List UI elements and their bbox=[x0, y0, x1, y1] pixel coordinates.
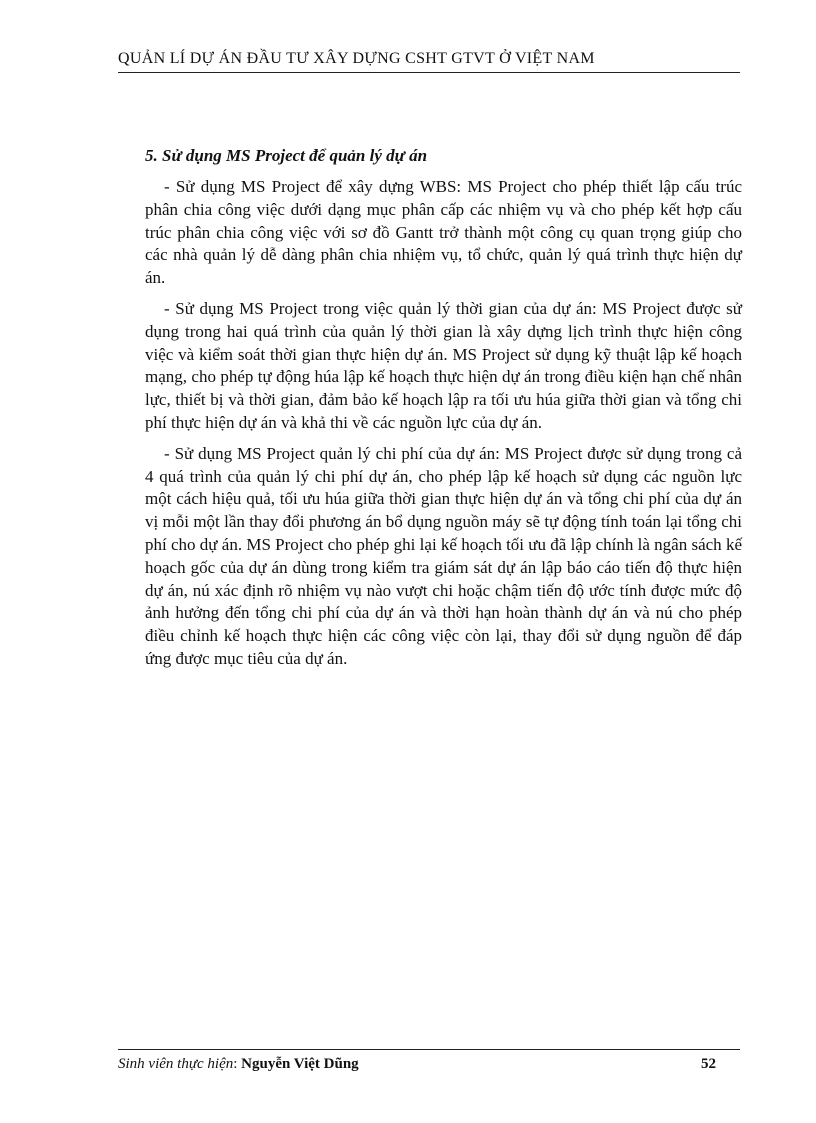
section-heading: 5. Sử dụng MS Project để quản lý dự án bbox=[145, 146, 428, 165]
paragraph-cost-management: - Sử dụng MS Project quản lý chi phí của dự án: MS Project được sử dụng trong cả 4 quá trình của quản lý chi phí dự án, cho phép lập kế hoạch sử dụng các nguồn lực một cách hiệu quả, tối ưu húa giữa thời gian thực hiện dự án và tổng chi phí của dự án vị mỗi một lần thay đổi phương án bổ dụng nguồn máy sẽ tự động tính toán lại tổng chi phí cho dự án. MS Project cho phép ghi lại kế hoạch tối ưu đã lập chính là ngân sách kế hoạch gốc của dự án dùng trong kiểm tra giám sát dự án lập báo cáo tiến độ thực hiện dự án, nú xác định rõ nhiệm vụ nào vượt chi hoặc chậm tiến độ ước tính được mức độ ảnh hưởng đến tổng chi phí của dự án và thời hạn hoàn thành dự án và nú cho phép điều chỉnh kế hoạch thực hiện các công việc còn lại, thay đổi sử dụng nguồn để đáp ứng được mục tiêu của dự án. bbox=[145, 443, 742, 668]
footer-separator: : bbox=[233, 1056, 242, 1072]
section-body bbox=[145, 176, 742, 679]
footer-label: Sinh viên thực hiện bbox=[118, 1056, 234, 1072]
paragraph-wbs: - Sử dụng MS Project để xây dựng WBS: MS Project cho phép thiết lập cấu trúc phân chia công việc dưới dạng mục phân cấp các nhiệm vụ và cho phép kết hợp cấu trúc phân chia công việc với sơ đồ Gantt trở thành một công cụ quan trọng giúp cho các nhà quản lý dễ dàng phân chia nhiệm vụ, tổ chức, quản lý quá trình thực hiện dự án. bbox=[145, 177, 742, 288]
running-header bbox=[118, 50, 740, 73]
header-title: QUẢN LÍ DỰ ÁN ĐẦU TƯ XÂY DỰNG CSHT GTVT Ở VIỆT NAM bbox=[118, 50, 595, 67]
page-footer bbox=[118, 1049, 740, 1073]
paragraph-time-management: - Sử dụng MS Project trong việc quản lý thời gian của dự án: MS Project được sử dụng trong hai quá trình của quản lý thời gian là xây dựng lịch trình thực hiện công việc và kiểm soát thời gian thực hiện dự án. MS Project sử dụng kỹ thuật lập kế hoạch mạng, cho phép tự động húa lập kế hoạch thực hiện dự án trong điều kiện hạn chế nhân lực, thiết bị và thời gian, đảm bảo kế hoạch lập ra tối ưu húa giữa thời gian và tổng chi phí thực hiện dự án và khả thi về các nguồn lực của dự án. bbox=[145, 298, 742, 432]
footer-author: Nguyễn Việt Dũng bbox=[241, 1056, 359, 1072]
page-number: 52 bbox=[701, 1056, 716, 1072]
